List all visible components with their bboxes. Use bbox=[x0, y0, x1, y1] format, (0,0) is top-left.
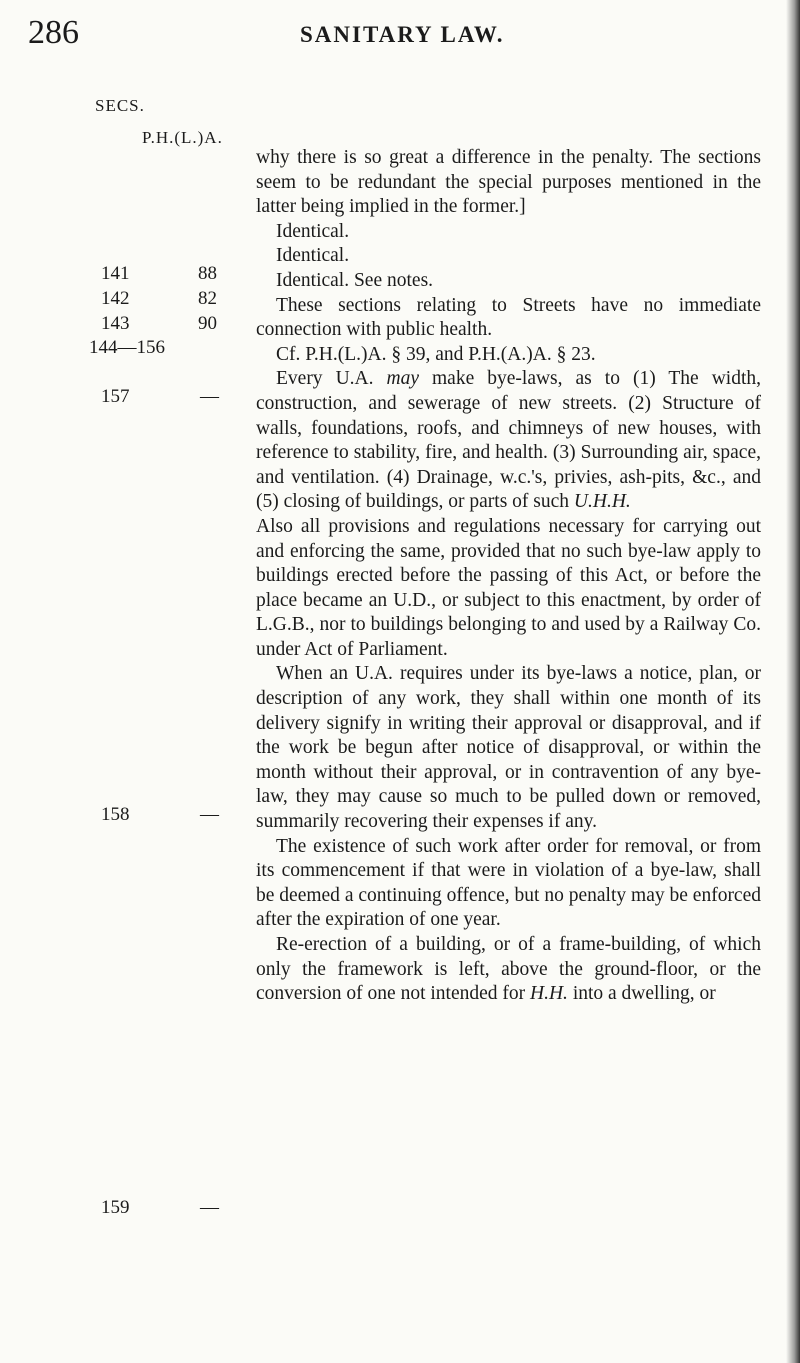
intro-paragraph: why there is so great a difference in the penalty. The sections seem to be redundant the special purposes mentioned in the latter being implied in the former.] bbox=[256, 147, 761, 218]
entry-142: Identical. bbox=[276, 245, 350, 267]
sec-number: 143 bbox=[101, 313, 130, 334]
ph-reference: 90 bbox=[198, 313, 217, 334]
entry-157-bye-laws: Every U.A. may make bye-laws, as to (1) The width, construction, and sewerage of new streets. (2) Structure of walls, foundations, roofs, and chimneys of new houses, with reference to stability, fire, and health. (3) Surrounding air, space, and ventilation. (4) Drainage, w.c.'s, privies, ash-pits, &c., and (5) closing of buildings, or parts of such U.H.H. bbox=[256, 368, 761, 513]
ph-reference: 82 bbox=[198, 288, 217, 309]
abbr-uhh: U.H.H. bbox=[573, 491, 631, 513]
sec-number: 142 bbox=[101, 288, 130, 309]
secs-column-heading: SECS. bbox=[95, 96, 145, 115]
ph-reference: — bbox=[200, 1197, 219, 1218]
entry-141: Identical. bbox=[276, 220, 350, 242]
ph-reference: — bbox=[200, 386, 219, 407]
ph-reference: 88 bbox=[198, 263, 217, 284]
entry-157-crossref: Cf. P.H.(L.)A. § 39, and P.H.(A.)A. § 23. bbox=[276, 343, 596, 365]
sec-number: 144—156 bbox=[89, 337, 165, 358]
ph-column-heading: P.H.(L.)A. bbox=[142, 128, 223, 147]
body-text bbox=[256, 146, 761, 1007]
sec-number: 141 bbox=[101, 263, 130, 284]
entry-143: Identical. See notes. bbox=[276, 269, 434, 291]
entry-158-notice: When an U.A. requires under its bye-laws a notice, plan, or description of any work, they shall within one month of its delivery signify in writing their approval or disapproval, and if the work be begun after notice of disapproval, or within the month without their approval, or in contravention of any bye-law, they may cause so much to be pulled down or removed, summarily recovering their expenses if any. bbox=[256, 663, 761, 833]
page-edge-shadow bbox=[786, 0, 800, 1363]
entry-159: Re-erection of a building, or of a frame-building, of which only the framework is left, above the ground-floor, or the conversion of one not intended for H.H. into a dwelling, or bbox=[256, 934, 761, 1005]
sec-number: 157 bbox=[101, 386, 130, 407]
abbr-hh: H.H. bbox=[530, 983, 568, 1005]
sec-number: 159 bbox=[101, 1197, 130, 1218]
emphasis-may: may bbox=[386, 368, 419, 390]
entry-158-continuing: The existence of such work after order for removal, or from its commencement if that were in violation of a bye-law, shall be deemed a continuing offence, but no penalty may be enforced after the expiration of one year. bbox=[256, 835, 761, 931]
ph-reference: — bbox=[200, 804, 219, 825]
entry-157-provisions: Also all provisions and regulations necessary for carrying out and enforcing the same, provided that no such bye-law apply to buildings erected before the passing of this Act, or before the place became an U.D., or subject to this enactment, by order of L.G.B., nor to buildings belonging to and used by a Railway Co. under Act of Parliament. bbox=[256, 515, 761, 660]
page-number: 286 bbox=[28, 14, 79, 51]
running-title: SANITARY LAW. bbox=[300, 22, 505, 47]
sec-number: 158 bbox=[101, 804, 130, 825]
entry-144-156: These sections relating to Streets have no immediate connection with public health. bbox=[256, 294, 761, 341]
